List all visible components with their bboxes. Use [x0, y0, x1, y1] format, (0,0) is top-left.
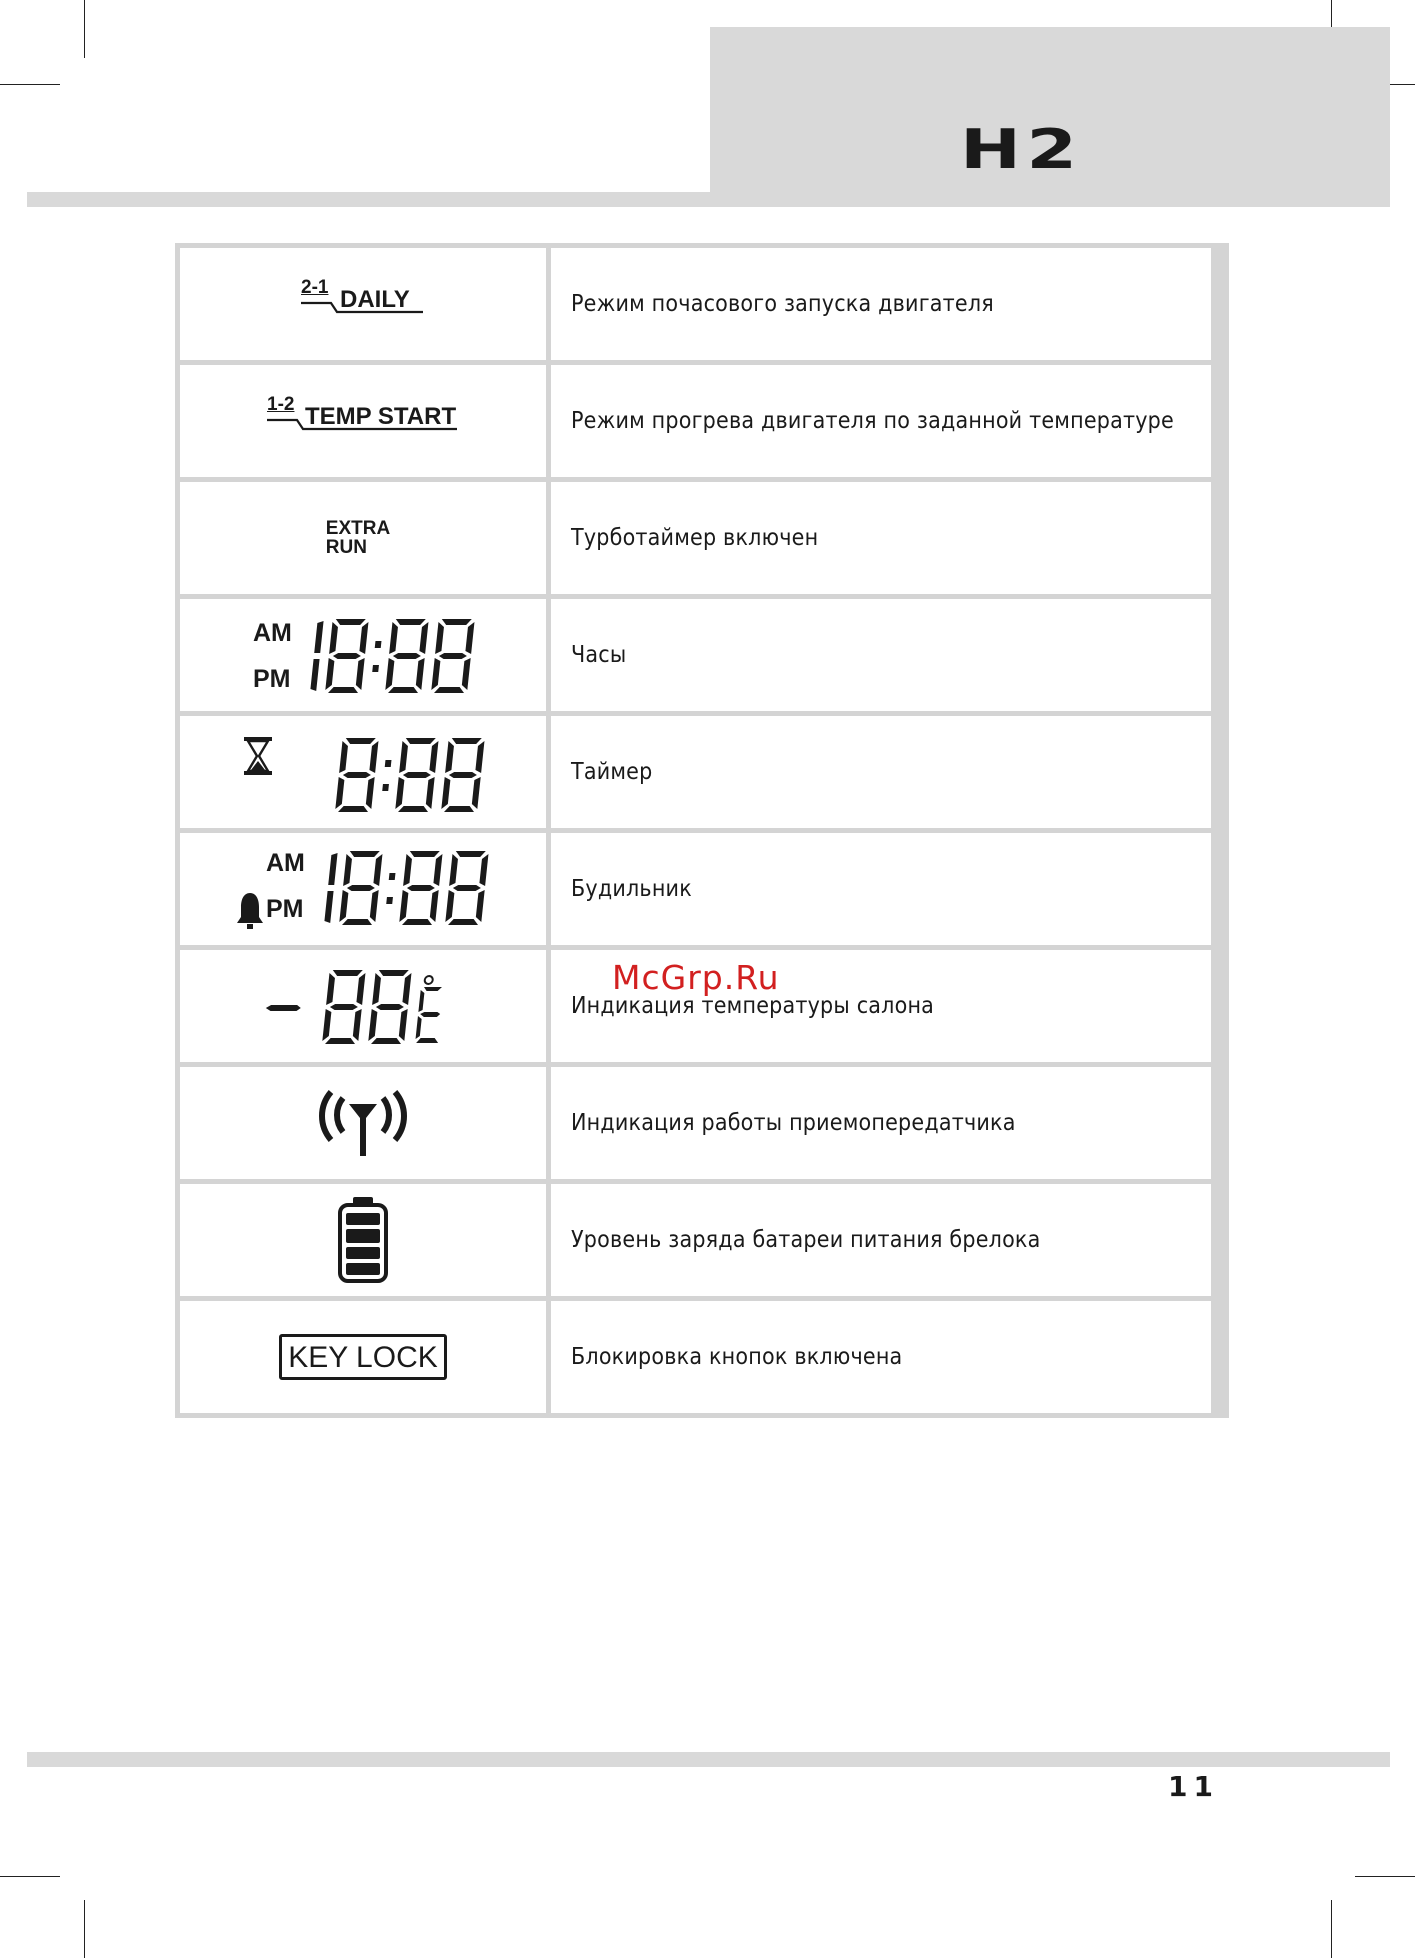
- table-cell-icon: [180, 1067, 546, 1179]
- table-cell-icon: [180, 950, 546, 1062]
- pm-label: PM: [266, 895, 304, 923]
- daily-mode-icon: [301, 277, 425, 324]
- footer-bar: [27, 1752, 1390, 1767]
- table-cell-desc: Будильник: [551, 833, 1211, 945]
- table-cell-icon: [180, 248, 546, 360]
- crop-mark: [84, 0, 85, 58]
- indicator-table: [175, 243, 1229, 1418]
- table-cell-desc: Режим прогрева двигателя по заданной температуре: [551, 365, 1211, 477]
- mode-number: 2-1: [301, 277, 329, 298]
- table-cell-desc: Блокировка кнопок включена: [551, 1301, 1211, 1413]
- table-cell-desc: Индикация температуры салона: [551, 950, 1211, 1062]
- table-cell-desc: Часы: [551, 599, 1211, 711]
- table-cell-icon: [180, 482, 546, 594]
- table-cell-desc: Таймер: [551, 716, 1211, 828]
- key-lock-icon: KEY LOCK: [279, 1334, 447, 1380]
- battery-level-icon: [335, 1195, 391, 1285]
- mode-underline-icon: [301, 284, 425, 324]
- bell-icon: [236, 891, 264, 931]
- lcd-digits-icon: [322, 849, 502, 929]
- crop-mark: [84, 1900, 85, 1958]
- table-cell-icon: [180, 599, 546, 711]
- table-cell-desc: Индикация работы приемопередатчика: [551, 1067, 1211, 1179]
- table-cell-icon: [180, 1301, 546, 1413]
- extra-run-line2: RUN: [325, 537, 367, 558]
- crop-mark: [1355, 1876, 1415, 1877]
- antenna-signal-icon: [313, 1088, 413, 1158]
- pm-label: PM: [253, 665, 291, 693]
- lcd-digits-icon: [330, 736, 500, 816]
- table-cell-desc: Турботаймер включен: [551, 482, 1211, 594]
- mode-underline-icon: [267, 401, 459, 441]
- am-label: AM: [266, 849, 305, 877]
- table-cell-desc: Режим почасового запуска двигателя: [551, 248, 1211, 360]
- am-label: AM: [253, 619, 292, 647]
- extra-run-icon: [326, 519, 390, 557]
- header-bar: [27, 192, 1390, 207]
- table-cell-icon: [180, 716, 546, 828]
- table-cell-icon: [180, 365, 546, 477]
- model-title: H2: [960, 118, 1083, 181]
- crop-mark: [0, 1876, 60, 1877]
- table-cell-desc: Уровень заряда батареи питания брелока: [551, 1184, 1211, 1296]
- crop-mark: [0, 84, 60, 85]
- mode-label: TEMP START: [305, 403, 457, 430]
- temperature-display-icon: [265, 968, 465, 1048]
- watermark-text: McGrp.Ru: [612, 958, 780, 997]
- mode-number: 1-2: [267, 394, 295, 415]
- table-cell-icon: [180, 833, 546, 945]
- lcd-digits-icon: [308, 617, 488, 697]
- crop-mark: [1331, 1900, 1332, 1958]
- hourglass-timer-icon: [242, 736, 274, 776]
- table-cell-icon: [180, 1184, 546, 1296]
- extra-run-line1: EXTRA: [325, 518, 391, 539]
- temp-start-icon: [267, 394, 459, 441]
- page-number: 11: [1168, 1770, 1219, 1803]
- mode-label: DAILY: [340, 286, 410, 313]
